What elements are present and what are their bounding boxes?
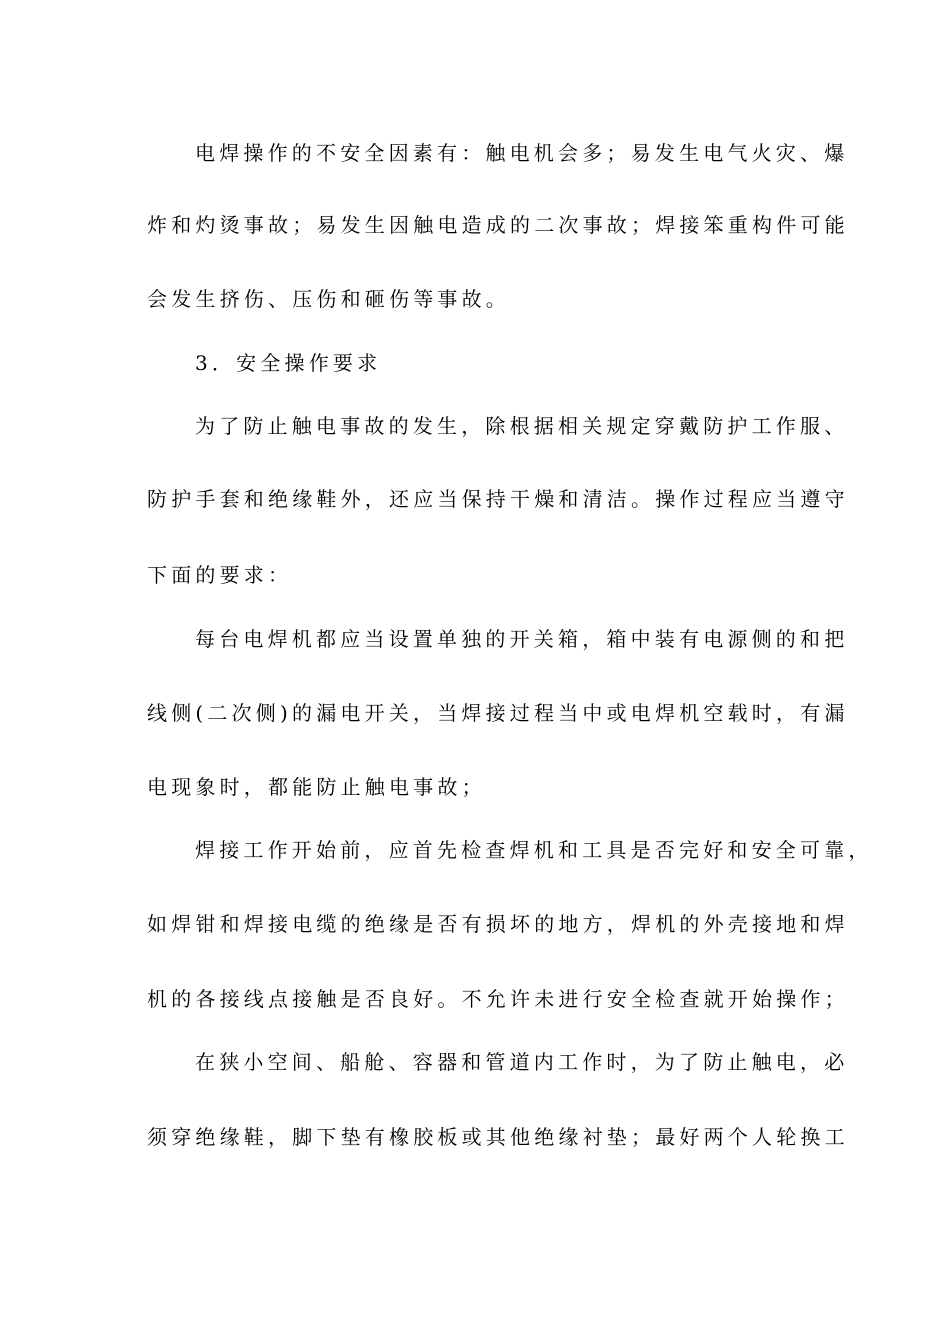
text-line: 为了防止触电事故的发生，除根据相关规定穿戴防护工作服、	[195, 414, 849, 438]
text-line: 在狭小空间、船舱、容器和管道内工作时，为了防止触电，必	[195, 1050, 849, 1074]
section-heading: 3．安全操作要求	[195, 351, 382, 375]
text-line: 焊接工作开始前，应首先检查焊机和工具是否完好和安全可靠，	[195, 838, 873, 862]
text-line: 下面的要求：	[147, 563, 293, 587]
text-line: 如焊钳和焊接电缆的绝缘是否有损坏的地方，焊机的外壳接地和焊	[147, 912, 849, 936]
text-line: 防护手套和绝缘鞋外，还应当保持干燥和清洁。操作过程应当遵守	[147, 487, 849, 511]
text-line: 电焊操作的不安全因素有：触电机会多；易发生电气火灾、爆	[195, 141, 849, 165]
text-line: 线侧(二次侧)的漏电开关，当焊接过程当中或电焊机空载时，有漏	[147, 701, 849, 725]
text-line: 会发生挤伤、压伤和砸伤等事故。	[147, 287, 510, 311]
text-line: 机的各接线点接触是否良好。不允许未进行安全检查就开始操作；	[147, 987, 849, 1011]
text-line: 电现象时，都能防止触电事故；	[147, 775, 486, 799]
text-line: 炸和灼烫事故；易发生因触电造成的二次事故；焊接笨重构件可能	[147, 213, 849, 237]
text-line: 每台电焊机都应当设置单独的开关箱，箱中装有电源侧的和把	[195, 627, 849, 651]
text-line: 须穿绝缘鞋，脚下垫有橡胶板或其他绝缘衬垫；最好两个人轮换工	[147, 1125, 849, 1149]
